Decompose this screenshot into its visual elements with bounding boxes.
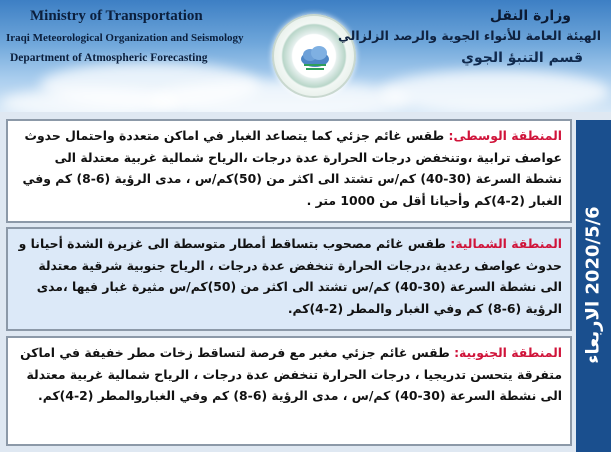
en-ministry-title: Ministry of Transportation bbox=[30, 8, 203, 24]
header-banner bbox=[0, 0, 611, 112]
region-forecast-text: طقس غائم مصحوب بتساقط أمطار متوسطة الى غزيرة الشدة أحيانا و حدوث عواصف رعدية ،درجات الحرارة تنخفض عدة درجات ، الرياح جنوبية شرقية معتدلة الى نشطة السرعة (30-40) كم/س تشتد الى اكثر من (50)كم/س مثيرة غبار فيها ،مدى الرؤية (6-8) كم وفي الغبار والمطر (2-4)كم. bbox=[18, 236, 562, 316]
northern-region-panel bbox=[6, 227, 572, 331]
southern-region-panel bbox=[6, 336, 572, 446]
forecast-date: 2020/5/6 الاربعاء bbox=[582, 206, 604, 364]
ar-organization-title: الهيئة العامة للأنواء الجوية والرصد الزلزالي bbox=[338, 28, 601, 43]
region-label: المنطقة الجنوبية: bbox=[454, 345, 562, 360]
ar-ministry-title: وزارة النقل bbox=[489, 8, 571, 24]
region-label: المنطقة الشمالية: bbox=[450, 236, 562, 251]
en-organization-title: Iraqi Meteorological Organization and Seismology bbox=[6, 32, 244, 44]
region-forecast-text: طقس غائم جزئي مغبر مع فرصة لتساقط زخات مطر خفيفة في اماكن متفرقة يتحسن تدريجيا ، درجات الحرارة تنخفض عدة درجات ، الرياح شمالية غربية معتدلة الى نشطة السرعة (30-40) كم/س ، مدى الرؤية (6-8) كم وفي الغباروالمطر (2-4)كم. bbox=[20, 345, 562, 403]
region-label: المنطقة الوسطى: bbox=[448, 128, 562, 143]
ar-department-title: قسم التنبؤ الجوي bbox=[461, 50, 583, 66]
cloud-logo-icon bbox=[298, 42, 332, 72]
central-region-panel bbox=[6, 119, 572, 223]
en-department-title: Department of Atmospheric Forecasting bbox=[10, 52, 208, 64]
organization-logo bbox=[272, 14, 356, 98]
region-forecast-text: طقس غائم جزئي كما يتصاعد الغبار في اماكن متعددة واحتمال حدوث عواصف ترابية ،وتنخفض درجات الحرارة عدة درجات ،الرياح شمالية غربية معتدلة الى نشطة السرعة (30-40) كم/س تشتد الى اكثر من (50)كم/س ، مدى الرؤية (6-8) كم وفي الغبار (2-4)كم وأحيانا أقل من 1000 متر . bbox=[22, 128, 562, 208]
